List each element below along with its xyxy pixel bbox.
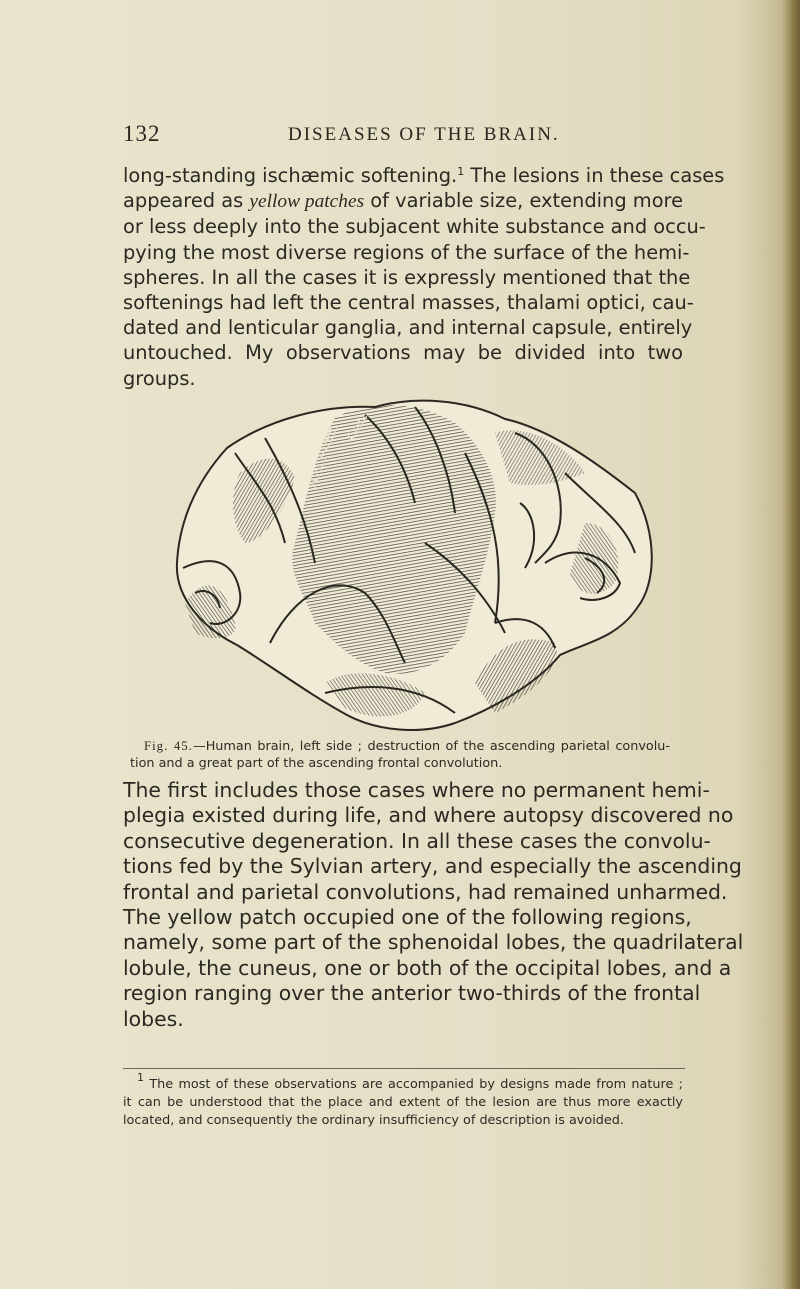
text-run: long-standing ischæmic softening. [123, 164, 458, 187]
running-head [123, 121, 683, 151]
paragraph-2-line: The yellow patch occupied one of the following regions, [123, 905, 692, 930]
paragraph-1-line: spheres. In all the cases it is expressly mentioned that the [123, 265, 691, 289]
paragraph-2-line: tions fed by the Sylvian artery, and especially the ascending [123, 854, 742, 879]
paragraph-1-line [123, 188, 683, 214]
footnote [123, 1071, 683, 1130]
text-run: of variable size, extending more [364, 189, 684, 213]
paragraph-1-line: untouched. My observations may be divided into two [123, 341, 683, 365]
italic-term: yellow patches [249, 191, 365, 213]
paragraph-2-line: plegia existed during life, and where autopsy discovered no [123, 803, 734, 828]
footnote-line: it can be understood that the place and extent of the lesion are thus more exactly [123, 1095, 683, 1110]
footnote-divider [123, 1068, 685, 1069]
paragraph-2-line: The first includes those cases where no permanent hemi- [123, 778, 710, 802]
paragraph-2 [123, 778, 744, 1032]
paragraph-2-line: lobule, the cuneus, one or both of the occipital lobes, and a [123, 955, 732, 980]
paragraph-2-line: region ranging over the anterior two-thirds of the frontal [123, 981, 701, 1006]
figure-number: Fig. 45. [144, 739, 193, 753]
text-run: The lesions in these cases [464, 164, 725, 187]
caption-line: tion and a great part of the ascending frontal convolution. [130, 756, 503, 771]
page-number: 132 [123, 121, 161, 146]
brain-illustration-icon [165, 393, 665, 738]
figure-caption [130, 738, 670, 772]
paragraph-2-line: frontal and parietal convolutions, had remained unharmed. [123, 879, 728, 904]
text-run: —Human brain, left side ; destruction of the ascending parietal convolu- [192, 739, 671, 754]
paragraph-1 [123, 163, 725, 391]
brain-figure [165, 393, 665, 738]
text-run: appeared as [123, 189, 250, 213]
paragraph-1-line: or less deeply into the subjacent white substance and occu- [123, 215, 706, 239]
footnote-marker: 1 [137, 1071, 144, 1084]
paragraph-1-line: groups. [123, 366, 196, 390]
paragraph-2-line: namely, some part of the sphenoidal lobes, the quadrilateral [123, 930, 744, 955]
hatched-gyrus [495, 430, 585, 485]
paragraph-2-line: lobes. [123, 1006, 184, 1031]
paragraph-2-line: consecutive degeneration. In all these cases the convolu- [123, 828, 711, 853]
page-edge [782, 0, 800, 1289]
paragraph-1-line [123, 163, 725, 188]
paragraph-1-line: pying the most diverse regions of the surface of the hemi- [123, 240, 690, 264]
text-run: The most of these observations are accompanied by designs made from nature ; [144, 1077, 683, 1092]
caption-line [130, 738, 670, 755]
footnote-line: located, and consequently the ordinary insufficiency of description is avoided. [123, 1113, 624, 1128]
paragraph-1-line: dated and lenticular ganglia, and internal capsule, entirely [123, 316, 693, 340]
figure-label: Asc. Front. [303, 421, 342, 490]
paragraph-1-line: softenings had left the central masses, thalami optici, cau- [123, 291, 694, 315]
footnote-line [123, 1071, 683, 1094]
running-title: DISEASES OF THE BRAIN. [288, 124, 560, 145]
figure-label: Conv. [342, 409, 371, 443]
footnote-marker: 1 [457, 165, 465, 178]
